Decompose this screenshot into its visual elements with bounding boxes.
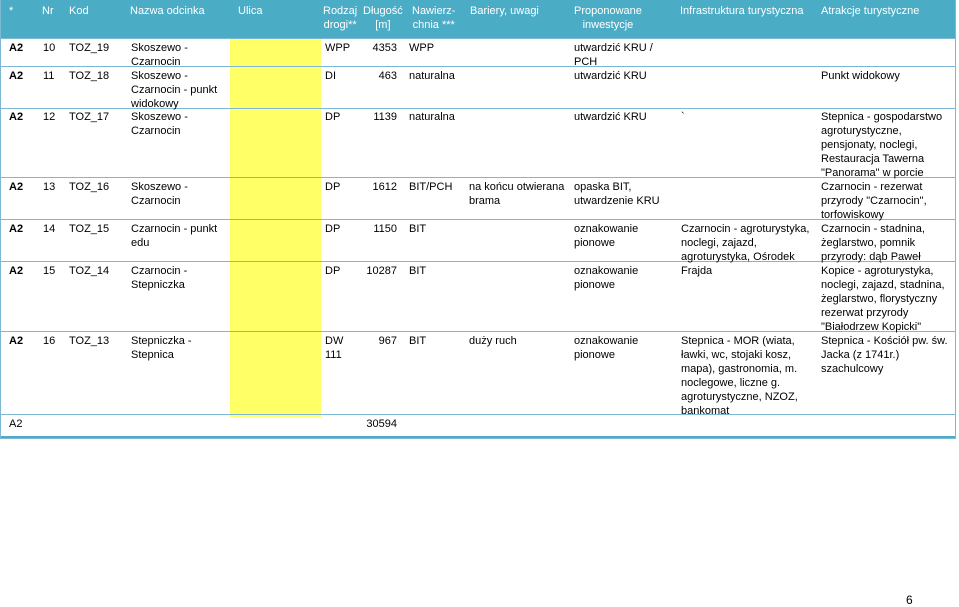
row-nawierzchnia: naturalna [409, 111, 455, 123]
row-kod: TOZ_16 [69, 181, 110, 193]
row-inwestycje: utwardzić KRU / PCH [574, 42, 653, 68]
row-nawierzchnia: BIT [409, 265, 427, 277]
row-star: A2 [9, 223, 24, 235]
row-nawierzchnia: naturalna [409, 70, 455, 82]
atrakcje-czarnocin-rezerwat: Czarnocin - rezerwat przyrody "Czarnocin", torfowiskowy [821, 181, 927, 221]
row-separator [1, 414, 955, 415]
row-nazwa: Czarnocin - punkt edu [131, 223, 218, 249]
row-star: A2 [9, 70, 24, 82]
row-kod: TOZ_15 [69, 223, 110, 235]
row-nazwa: Skoszewo - Czarnocin [131, 181, 188, 207]
atrakcje-czarnocin-stadnina: Czarnocin - stadnina, żeglarstwo, pomnik przyrody: dąb Paweł [821, 223, 925, 263]
row-rodzaj: DP [325, 265, 341, 277]
atrakcje-kopice: Kopice - agroturystyka, noclegi, zajazd, stadnina, żeglarstwo, florystyczny rezerwat przyrody "Białodrzew Kopicki" [821, 265, 945, 333]
row-inwestycje: oznakowanie pionowe [574, 223, 639, 249]
row-inwestycje: oznakowanie pionowe [574, 265, 639, 291]
row-dlugosc: 1139 [373, 111, 397, 123]
route-table [1, 0, 955, 438]
row-nawierzchnia: BIT [409, 335, 427, 347]
header-kod: Kod [69, 5, 89, 17]
row-dlugosc: 10287 [366, 265, 397, 277]
row-nr: 12 [43, 111, 56, 123]
row-nazwa: Stepniczka - Stepnica [131, 335, 192, 361]
row-rodzaj: WPP [325, 42, 351, 54]
row-separator [1, 38, 955, 39]
header-star: * [9, 5, 14, 17]
row-nr: 16 [43, 335, 56, 347]
header-bariery: Bariery, uwagi [470, 5, 539, 17]
atrakcje-stepnica-gospodarstwo: Stepnica - gospodarstwo agroturystyczne, pensjonaty, noclegi, Restauracja Tawerna "Panorama" w porcie [821, 111, 943, 179]
row-nazwa: Skoszewo - Czarnocin - punkt widokowy [131, 70, 218, 110]
row-rodzaj: DI [325, 70, 336, 82]
row-bariery: na końcu otwierana brama [469, 181, 565, 207]
row-nazwa: Skoszewo - Czarnocin [131, 111, 188, 137]
row-inwestycje: opaska BIT, utwardzenie KRU [574, 181, 660, 207]
row-star: A2 [9, 181, 24, 193]
header-nr: Nr [42, 5, 54, 17]
row-rodzaj: DP [325, 223, 341, 235]
row-nawierzchnia: BIT/PCH [409, 181, 453, 193]
header-ulica: Ulica [238, 5, 263, 17]
row-separator [1, 261, 955, 262]
ulica-column-highlight [230, 38, 321, 417]
row-kod: TOZ_13 [69, 335, 110, 347]
row-dlugosc: 967 [378, 335, 397, 347]
row-rodzaj: DP [325, 111, 341, 123]
row-kod: TOZ_17 [69, 111, 110, 123]
header-proponowane: Proponowane inwestycje [574, 5, 642, 31]
header-infrastruktura: Infrastruktura turystyczna [680, 5, 804, 17]
infrastruktura-czarnocin: Czarnocin - agroturystyka, noclegi, zajazd, agroturystyka, Ośrodek Frajda [681, 223, 810, 277]
row-nr: 13 [43, 181, 56, 193]
row-star: A2 [9, 335, 24, 347]
row-star: A2 [9, 42, 24, 54]
header-nawierzchnia: Nawierz- chnia *** [412, 5, 456, 31]
row-dlugosc: 463 [378, 70, 397, 82]
row-separator [1, 331, 955, 332]
row-star: A2 [9, 265, 24, 277]
header-nazwa: Nazwa odcinka [130, 5, 205, 17]
infrastruktura-note: ` [681, 111, 685, 123]
row-bariery: duży ruch [469, 335, 517, 347]
atrakcje-punkt-widokowy: Punkt widokowy [821, 70, 900, 82]
atrakcje-stepnica-kosciol: Stepnica - Kościół pw. św. Jacka (z 1741r.) szachulcowy [821, 335, 948, 375]
row-kod: TOZ_19 [69, 42, 110, 54]
row-kod: TOZ_18 [69, 70, 110, 82]
row-nr: 11 [43, 70, 55, 82]
row-nr: 15 [43, 265, 56, 277]
header-dlugosc: Długość [m] [363, 5, 403, 31]
row-kod: TOZ_14 [69, 265, 110, 277]
row-dlugosc: 4353 [372, 42, 397, 54]
page-number: 6 [906, 593, 913, 607]
row-rodzaj: DW 111 [325, 335, 344, 361]
row-inwestycje: utwardzić KRU [574, 111, 647, 123]
header-atrakcje: Atrakcje turystyczne [821, 5, 920, 17]
row-separator [1, 177, 955, 178]
row-separator [1, 219, 955, 220]
row-star: A2 [9, 111, 24, 123]
row-nr: 14 [43, 223, 56, 235]
summary-star: A2 [9, 418, 23, 430]
row-dlugosc: 1150 [373, 223, 397, 235]
row-inwestycje: utwardzić KRU [574, 70, 647, 82]
row-nr: 10 [43, 42, 56, 54]
row-nawierzchnia: WPP [409, 42, 435, 54]
summary-divider [1, 436, 955, 438]
row-nawierzchnia: BIT [409, 223, 427, 235]
header-rodzaj: Rodzaj drogi** [323, 5, 358, 31]
row-inwestycje: oznakowanie pionowe [574, 335, 639, 361]
row-nazwa: Skoszewo - Czarnocin [131, 42, 188, 68]
infrastruktura-stepnica: Stepnica - MOR (wiata, ławki, wc, stojaki kosz, mapa), gastronomia, m. noclegowe, liczne g. agroturystyczne, NZOZ, bankomat [681, 335, 798, 417]
row-rodzaj: DP [325, 181, 341, 193]
row-nazwa: Czarnocin - Stepniczka [131, 265, 188, 291]
row-dlugosc: 1612 [372, 181, 397, 193]
summary-dlugosc: 30594 [366, 418, 397, 430]
